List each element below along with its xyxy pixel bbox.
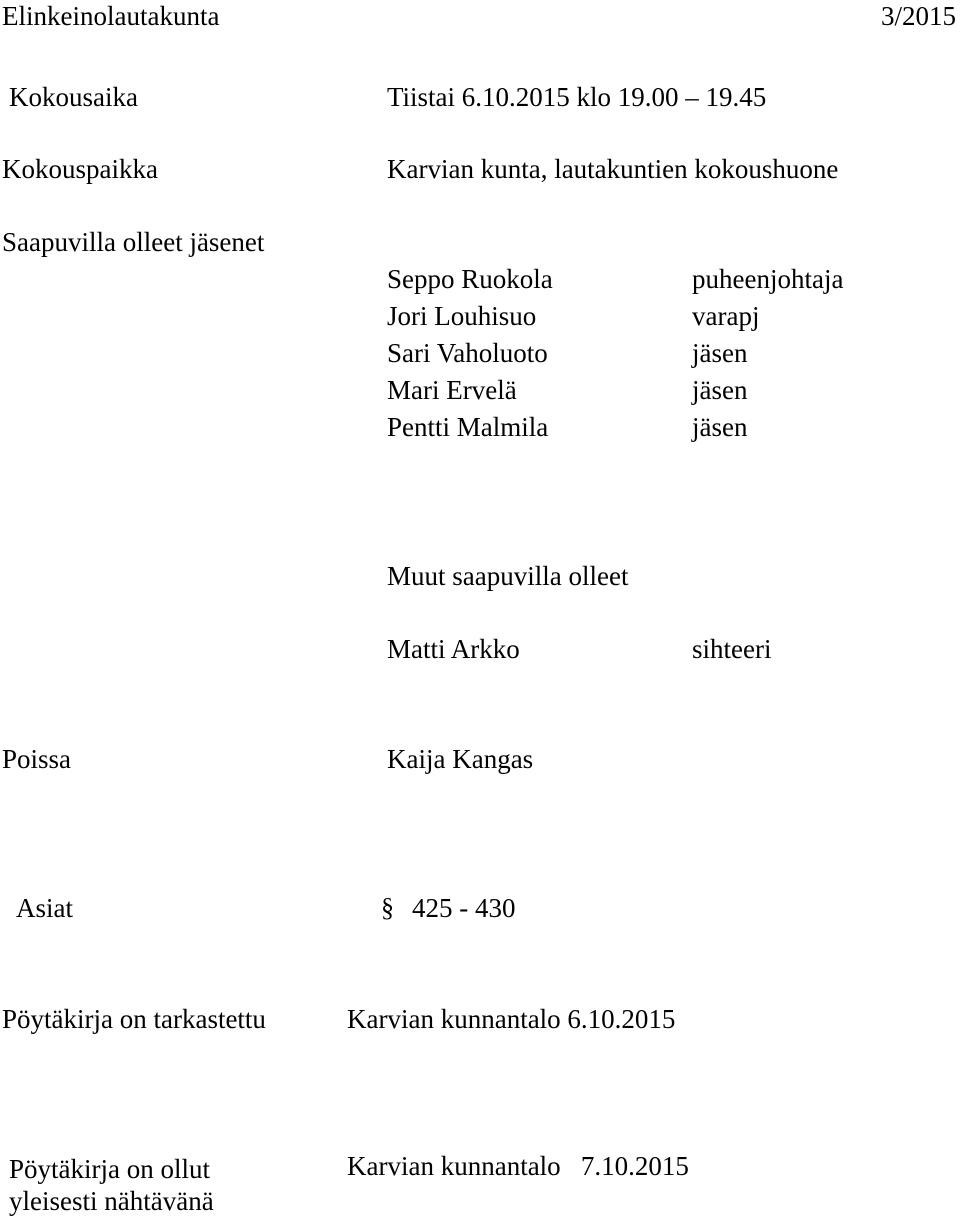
member-name: Sari Vaholuoto xyxy=(387,338,548,368)
committee-title: Elinkeinolautakunta xyxy=(2,1,220,31)
other-attendee-name: Matti Arkko xyxy=(387,634,520,664)
absent-value: Kaija Kangas xyxy=(387,744,534,774)
member-role: jäsen xyxy=(692,375,748,405)
present-members-label: Saapuvilla olleet jäsenet xyxy=(2,227,265,257)
meeting-time-value: Tiistai 6.10.2015 klo 19.00 – 19.45 xyxy=(387,82,767,112)
meeting-place-label: Kokouspaikka xyxy=(2,154,158,184)
other-attendees-label: Muut saapuvilla olleet xyxy=(387,561,629,591)
items-range: 425 - 430 xyxy=(412,893,516,923)
minutes-checked-label: Pöytäkirja on tarkastettu xyxy=(2,1004,266,1034)
minutes-displayed-label: Pöytäkirja on ollut yleisesti nähtävänä xyxy=(9,1154,214,1217)
minutes-displayed-value: Karvian kunnantalo 7.10.2015 xyxy=(347,1151,689,1181)
member-role: jäsen xyxy=(692,338,748,368)
member-role: jäsen xyxy=(692,412,748,442)
absent-label: Poissa xyxy=(2,744,72,774)
member-role: varapj xyxy=(692,301,760,331)
member-name: Jori Louhisuo xyxy=(387,301,537,331)
member-name: Mari Ervelä xyxy=(387,375,517,405)
member-role: puheenjohtaja xyxy=(692,264,844,294)
member-name: Pentti Malmila xyxy=(387,412,549,442)
document-number: 3/2015 xyxy=(880,1,956,31)
meeting-place-value: Karvian kunta, lautakuntien kokoushuone xyxy=(387,154,839,184)
minutes-checked-value: Karvian kunnantalo 6.10.2015 xyxy=(347,1004,676,1034)
items-label: Asiat xyxy=(16,893,73,923)
meeting-time-label: Kokousaika xyxy=(9,82,138,112)
member-name: Seppo Ruokola xyxy=(387,264,553,294)
other-attendee-role: sihteeri xyxy=(692,634,772,664)
section-sign-icon: § xyxy=(381,893,394,922)
